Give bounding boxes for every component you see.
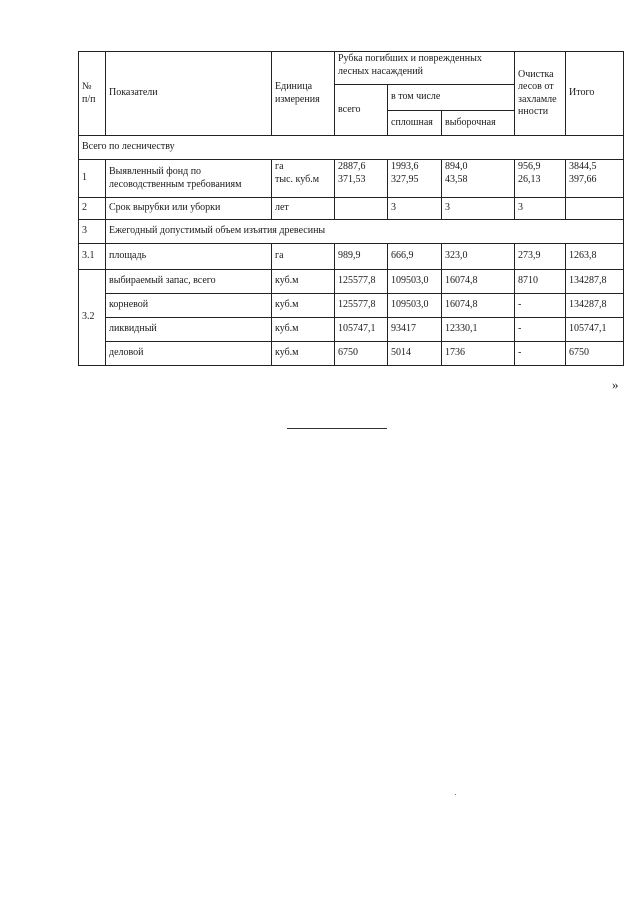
cell-vsego: 105747,1	[335, 318, 388, 342]
table-row	[79, 342, 624, 366]
cell-vyborochnaya: 16074,8	[442, 270, 515, 294]
cell-sploshnaya: 109503,0	[388, 270, 442, 294]
cell-itogo: 134287,8	[566, 294, 624, 318]
cell-ochistka: -	[515, 342, 566, 366]
row-num: 3	[79, 220, 106, 244]
row-name: Ежегодный допустимый объем изъятия древесины	[106, 220, 624, 244]
header-unit: Единица измерения	[272, 52, 335, 136]
row-unit: куб.м	[272, 342, 335, 366]
table-row	[79, 270, 624, 294]
cell-sploshnaya: 109503,0	[388, 294, 442, 318]
row-unit: га	[272, 244, 335, 270]
cell-vyborochnaya: 12330,1	[442, 318, 515, 342]
table-row	[79, 318, 624, 342]
row-num: 2	[79, 198, 106, 220]
cell-vsego: 2887,6 371,53	[335, 160, 388, 198]
table-row	[79, 160, 624, 198]
table-row	[79, 220, 624, 244]
cell-sploshnaya: 1993,6 327,95	[388, 160, 442, 198]
section-title: Всего по лесничеству	[79, 136, 624, 160]
row-name: Выявленный фонд по лесоводственным требованиям	[106, 160, 272, 198]
row-unit: куб.м	[272, 270, 335, 294]
cell-itogo: 134287,8	[566, 270, 624, 294]
row-num: 3.2	[79, 270, 106, 366]
cell-vyborochnaya: 3	[442, 198, 515, 220]
row-unit: лет	[272, 198, 335, 220]
cell-vyborochnaya: 16074,8	[442, 294, 515, 318]
cell-itogo: 3844,5 397,66	[566, 160, 624, 198]
header-including: в том числе	[388, 85, 515, 111]
cell-vyborochnaya: 323,0	[442, 244, 515, 270]
cell-ochistka: 273,9	[515, 244, 566, 270]
cell-vsego: 989,9	[335, 244, 388, 270]
cell-ochistka: -	[515, 318, 566, 342]
header-num: № п/п	[79, 52, 106, 136]
row-name: корневой	[106, 294, 272, 318]
cell-ochistka: 3	[515, 198, 566, 220]
table-row	[79, 294, 624, 318]
header-indicators: Показатели	[106, 52, 272, 136]
cell-sploshnaya: 3	[388, 198, 442, 220]
cell-sploshnaya: 666,9	[388, 244, 442, 270]
row-name: выбираемый запас, всего	[106, 270, 272, 294]
row-num: 3.1	[79, 244, 106, 270]
cell-vyborochnaya: 1736	[442, 342, 515, 366]
cell-sploshnaya: 93417	[388, 318, 442, 342]
table-row	[79, 198, 624, 220]
forestry-table	[78, 51, 624, 366]
cell-vsego	[335, 198, 388, 220]
table-row	[79, 244, 624, 270]
cell-vyborochnaya: 894,0 43,58	[442, 160, 515, 198]
row-name: деловой	[106, 342, 272, 366]
cell-vsego: 6750	[335, 342, 388, 366]
cell-itogo: 1263,8	[566, 244, 624, 270]
header-selective: выборочная	[442, 111, 515, 136]
cell-vsego: 125577,8	[335, 270, 388, 294]
cell-vsego: 125577,8	[335, 294, 388, 318]
cell-ochistka: -	[515, 294, 566, 318]
row-name: ликвидный	[106, 318, 272, 342]
header-itogo: Итого	[566, 52, 624, 136]
closing-quote: »	[612, 377, 619, 392]
header-cleaning: Очистка лесов от захламле нности	[515, 52, 566, 136]
row-name: Срок вырубки или уборки	[106, 198, 272, 220]
header-felling: Рубка погибших и поврежденных лесных насаждений	[335, 52, 515, 85]
cell-ochistka: 8710	[515, 270, 566, 294]
cell-itogo: 105747,1	[566, 318, 624, 342]
cell-itogo	[566, 198, 624, 220]
cell-itogo: 6750	[566, 342, 624, 366]
header-total: всего	[335, 85, 388, 136]
row-name: площадь	[106, 244, 272, 270]
scan-speck	[455, 794, 456, 795]
cell-ochistka: 956,9 26,13	[515, 160, 566, 198]
row-num: 1	[79, 160, 106, 198]
cell-sploshnaya: 5014	[388, 342, 442, 366]
row-unit: куб.м	[272, 318, 335, 342]
row-unit: га тыс. куб.м	[272, 160, 335, 198]
header-clear: сплошная	[388, 111, 442, 136]
row-unit: куб.м	[272, 294, 335, 318]
divider-line	[287, 428, 387, 429]
